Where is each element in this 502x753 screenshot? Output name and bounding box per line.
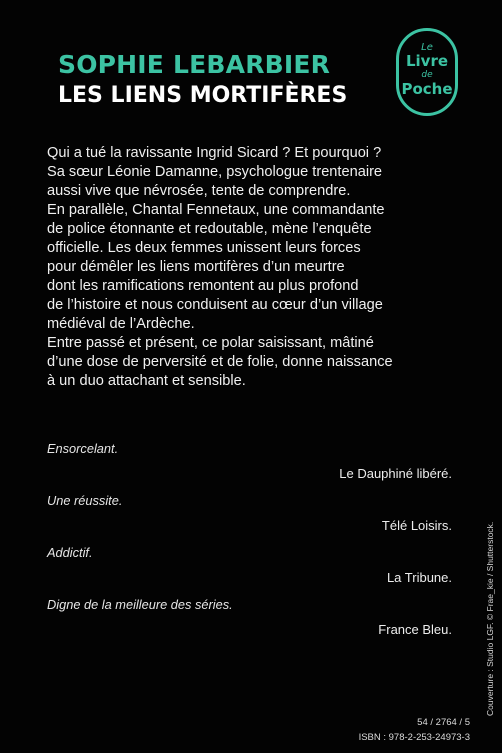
review-quote: Digne de la meilleure des séries. <box>47 597 233 612</box>
summary-line: Qui a tué la ravissante Ingrid Sicard ? Et pourquoi ? <box>47 145 382 161</box>
logo-line-livre: Livre <box>405 52 449 70</box>
review-source: Télé Loisirs. <box>381 518 452 533</box>
summary-line: aussi vive que névrosée, tente de comprendre. <box>47 183 351 199</box>
review-source: France Bleu. <box>378 622 452 637</box>
summary-line: Sa sœur Léonie Damanne, psychologue trentenaire <box>47 164 383 180</box>
summary-line: dont les ramifications remontent au plus profond <box>47 278 359 294</box>
summary-line: officielle. Les deux femmes unissent leurs forces <box>47 240 361 256</box>
review-block <box>47 545 452 585</box>
review-block <box>47 597 452 637</box>
book-title: LES LIENS MORTIFÈRES <box>58 83 348 108</box>
summary-line: médiéval de l’Ardèche. <box>47 316 195 332</box>
review-block <box>47 441 452 481</box>
summary-line: de police étonnante et redoutable, mène l’enquête <box>47 221 372 237</box>
review-source: Le Dauphiné libéré. <box>339 466 452 481</box>
logo-line-de: de <box>421 70 433 80</box>
logo-line-poche: Poche <box>401 80 453 98</box>
catalog-number: 54 / 2764 / 5 <box>417 717 470 728</box>
summary-line: d’une dose de perversité et de folie, donne naissance <box>47 354 393 370</box>
isbn: ISBN : 978-2-253-24973-3 <box>358 732 470 743</box>
book-summary <box>47 144 447 391</box>
summary-line: pour démêler les liens mortifères d’un meurtre <box>47 259 345 275</box>
summary-line: Entre passé et présent, ce polar saisissant, mâtiné <box>47 335 374 351</box>
review-quote: Addictif. <box>47 545 93 560</box>
photo-credit: Couverture : Studio LGF. © Frae_kie / Shutterstock. <box>485 521 495 716</box>
review-block <box>47 493 452 533</box>
publisher-logo <box>396 28 458 116</box>
logo-line-le: Le <box>421 42 433 53</box>
review-quote: Ensorcelant. <box>47 441 119 456</box>
summary-line: de l’histoire et nous conduisent au cœur d’un village <box>47 297 383 313</box>
review-quote: Une réussite. <box>47 493 123 508</box>
review-source: La Tribune. <box>386 570 452 585</box>
author-name: SOPHIE LEBARBIER <box>58 50 331 79</box>
summary-line: à un duo attachant et sensible. <box>47 373 246 389</box>
summary-line: En parallèle, Chantal Fennetaux, une commandante <box>47 202 385 218</box>
